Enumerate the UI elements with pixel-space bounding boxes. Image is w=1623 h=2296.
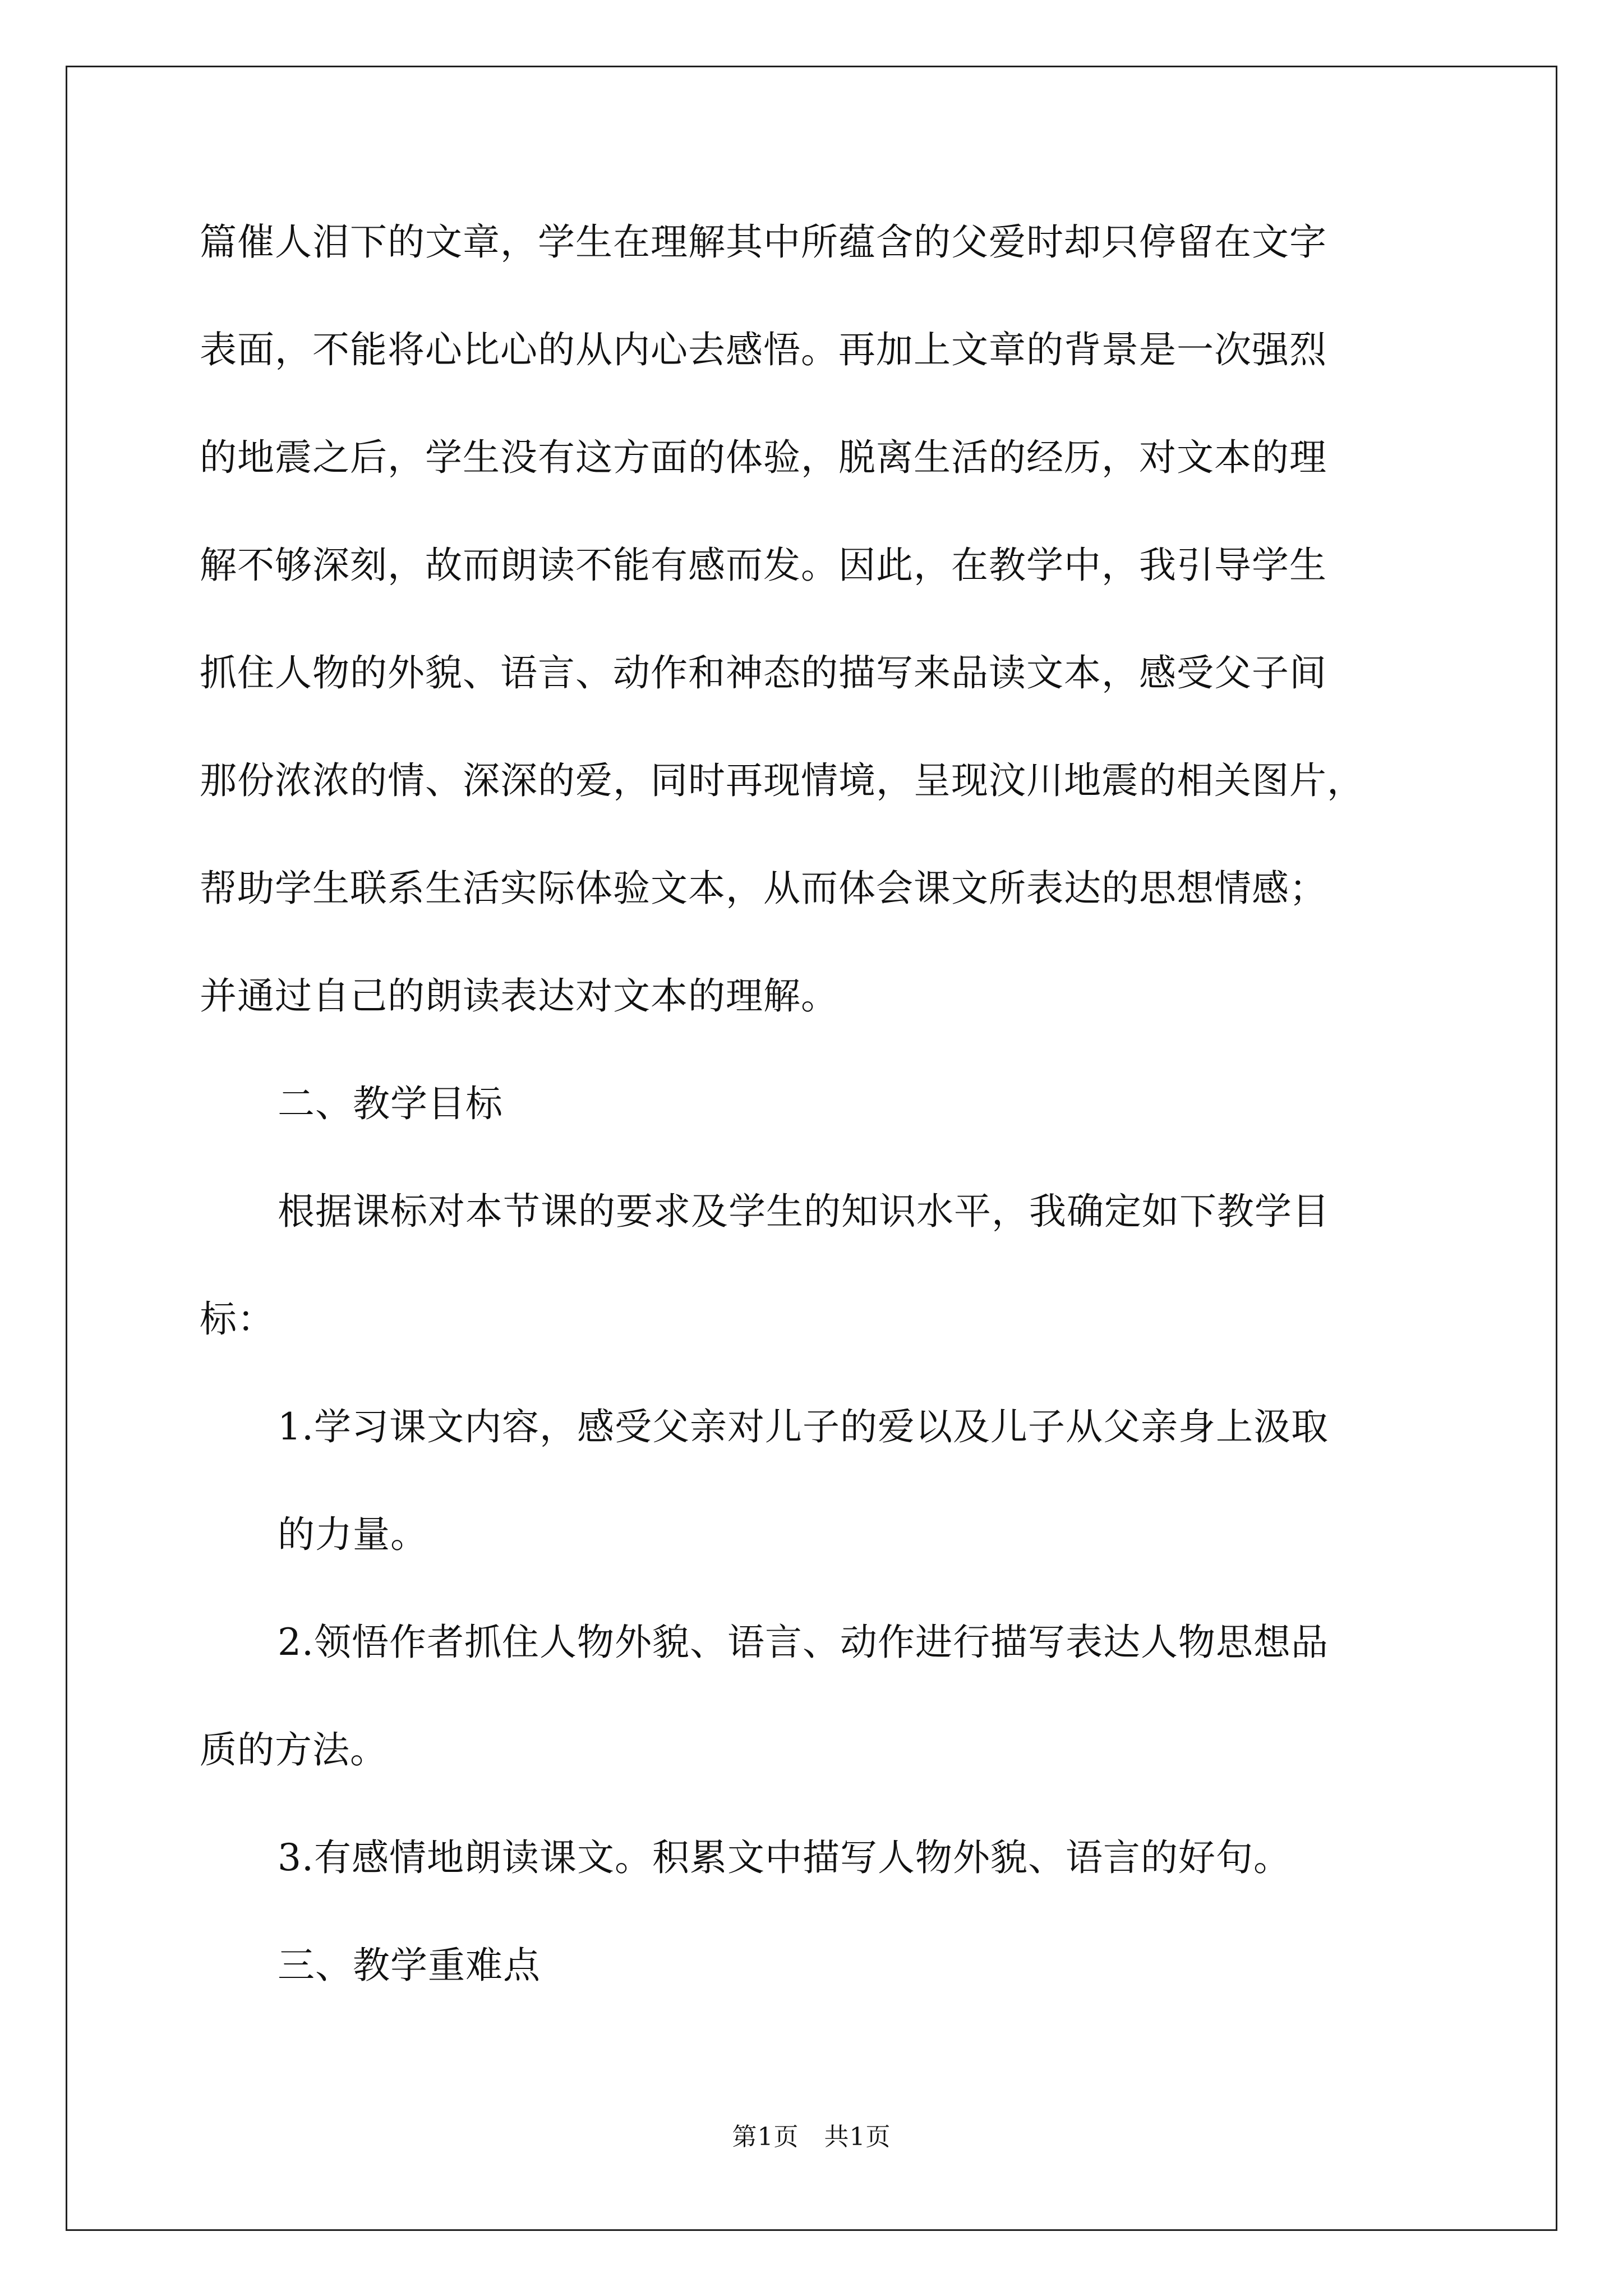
- body-line: 并通过自己的朗读表达对文本的理解。: [200, 974, 838, 1018]
- body-line: 的地震之后，学生没有这方面的体验，脱离生活的经历，对文本的理: [200, 436, 1327, 479]
- body-line: 帮助学生联系生活实际体验文本，从而体会课文所表达的思想情感；: [200, 867, 1327, 910]
- section-heading: 二、教学目标: [278, 1082, 503, 1125]
- body-line: 解不够深刻，故而朗读不能有感而发。因此，在教学中，我引导学生: [200, 544, 1327, 587]
- body-line: 那份浓浓的情、深深的爱，同时再现情境，呈现汶川地震的相关图片，: [200, 759, 1364, 802]
- body-line: 篇催人泪下的文章，学生在理解其中所蕴含的父爱时却只停留在文字: [200, 220, 1327, 264]
- list-item-continuation: 的力量。: [278, 1513, 428, 1556]
- list-item: 2.领悟作者抓住人物外貌、语言、动作进行描写表达人物思想品: [278, 1621, 1329, 1664]
- body-line: 标：: [200, 1297, 275, 1341]
- list-item: 3.有感情地朗读课文。积累文中描写人物外貌、语言的好句。: [278, 1836, 1291, 1879]
- list-item-continuation: 质的方法。: [200, 1728, 388, 1772]
- section-heading: 三、教学重难点: [278, 1944, 541, 1987]
- page-number-footer: 第1页 共1页: [732, 2123, 891, 2151]
- list-item: 1.学习课文内容，感受父亲对儿子的爱以及儿子从父亲身上汲取: [278, 1405, 1329, 1448]
- body-line: 抓住人物的外貌、语言、动作和神态的描写来品读文本，感受父子间: [200, 651, 1327, 694]
- body-line: 根据课标对本节课的要求及学生的知识水平，我确定如下教学目: [278, 1190, 1330, 1233]
- body-line: 表面，不能将心比心的从内心去感悟。再加上文章的背景是一次强烈: [200, 328, 1327, 371]
- page-frame: [66, 66, 1557, 2231]
